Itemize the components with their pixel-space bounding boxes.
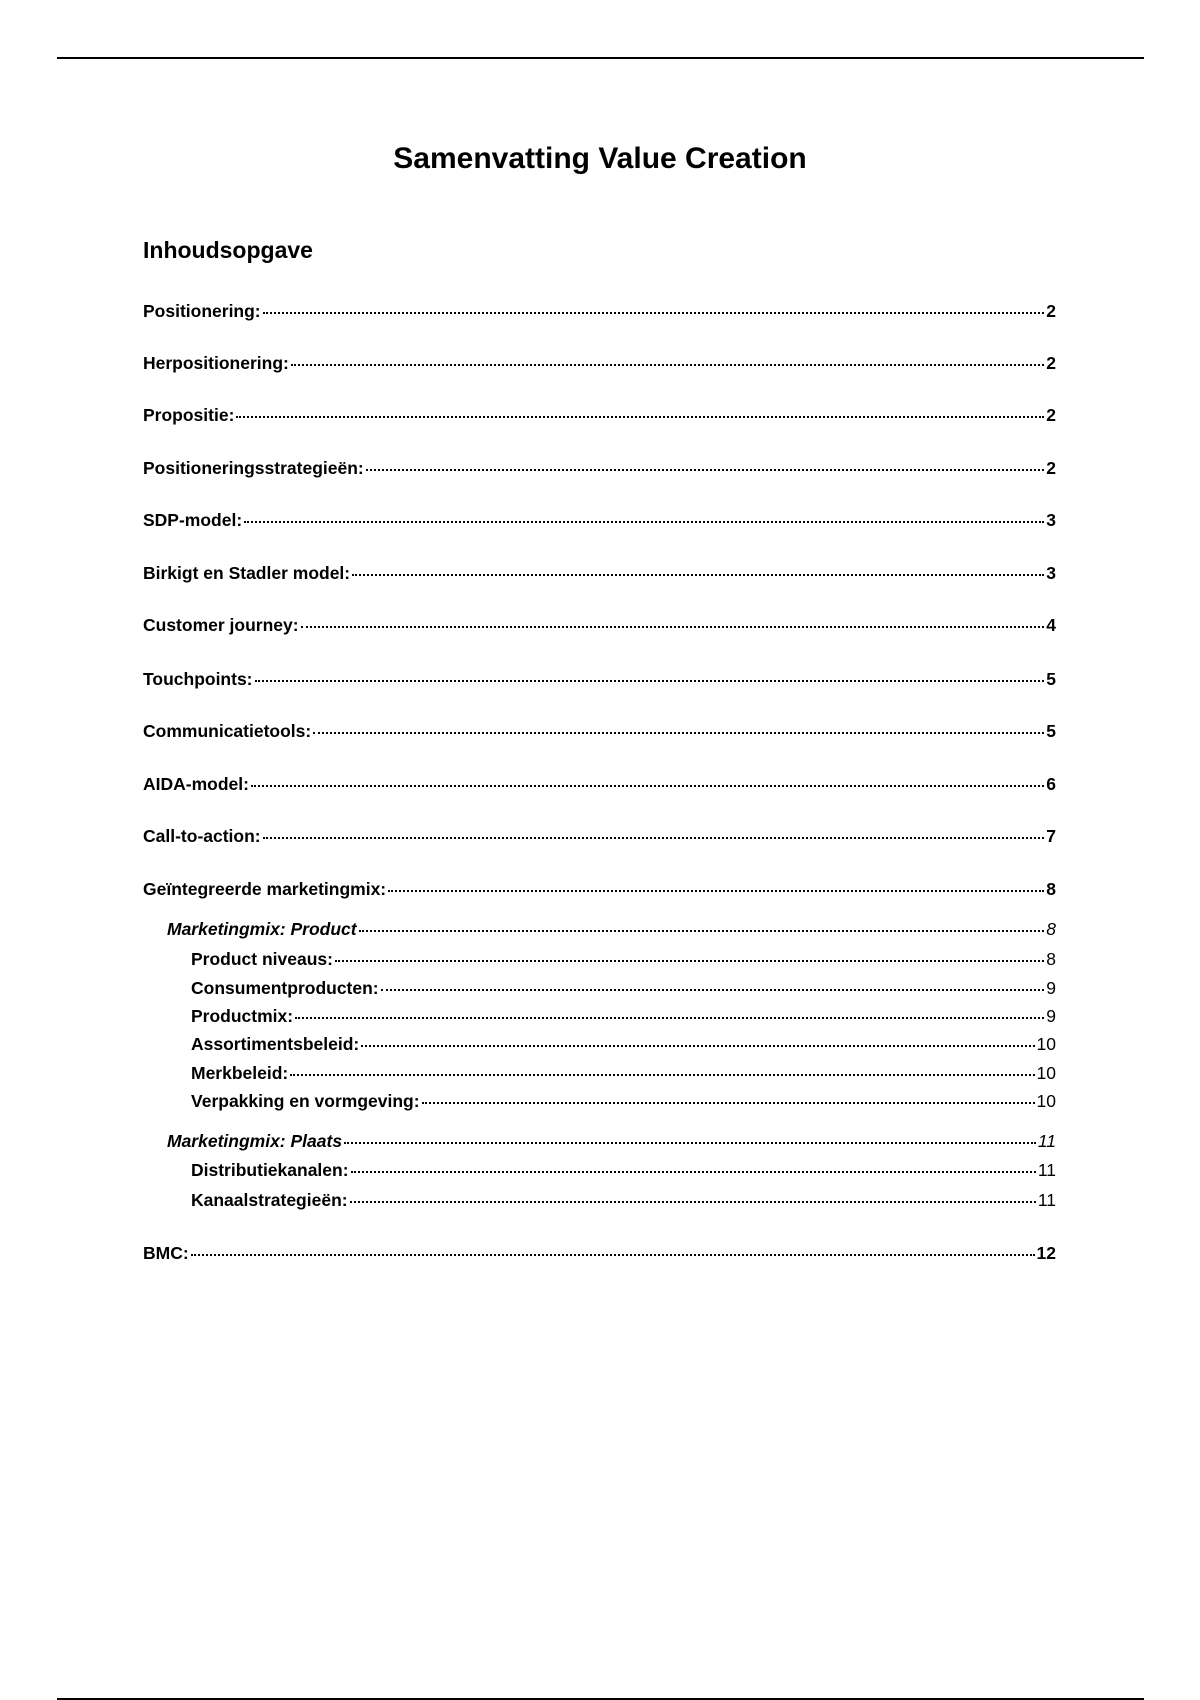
toc-entry-label: Productmix:	[191, 1006, 294, 1026]
toc-entry-label: Distributiekanalen:	[191, 1160, 349, 1180]
toc-entry[interactable]	[191, 1190, 1056, 1211]
toc-entry[interactable]	[191, 1034, 1056, 1055]
toc-entry-page: 6	[1046, 774, 1056, 794]
toc-entry-label: Assortimentsbeleid:	[191, 1034, 360, 1054]
toc-entry-page: 10	[1036, 1063, 1056, 1083]
toc-entry-page: 4	[1046, 615, 1056, 635]
toc-entry-page: 5	[1046, 669, 1056, 689]
toc-entry[interactable]	[143, 879, 1056, 900]
toc-leader	[351, 1171, 1036, 1173]
toc-leader	[352, 574, 1044, 576]
toc-entry[interactable]	[143, 301, 1056, 322]
toc-entry-page: 11	[1037, 1131, 1056, 1151]
toc-leader	[236, 416, 1044, 418]
toc-entry-label: Propositie:	[143, 405, 235, 425]
toc-entry[interactable]	[143, 458, 1056, 479]
header-rule	[57, 57, 1144, 59]
toc-leader	[263, 312, 1045, 314]
toc-entry-label: Positioneringsstrategieën:	[143, 458, 364, 478]
toc-entry-label: AIDA-model:	[143, 774, 249, 794]
toc-leader	[335, 960, 1044, 962]
toc-entry-label: Kanaalstrategieën:	[191, 1190, 348, 1210]
toc-entry-label: Geïntegreerde marketingmix:	[143, 879, 387, 899]
toc-entry[interactable]	[191, 1063, 1056, 1084]
toc-entry-page: 3	[1046, 563, 1056, 583]
toc-entry-page: 2	[1046, 405, 1056, 425]
toc-entry-label: Product niveaus:	[191, 949, 333, 969]
toc-leader	[313, 732, 1044, 734]
toc-leader	[255, 680, 1045, 682]
toc-entry[interactable]	[143, 615, 1056, 636]
toc-entry[interactable]	[191, 1091, 1056, 1112]
toc-entry-label: SDP-model:	[143, 510, 243, 530]
toc-entry-label: Positionering:	[143, 301, 261, 321]
toc-leader	[344, 1142, 1036, 1144]
toc-entry-page: 10	[1036, 1091, 1056, 1111]
toc-entry-page: 8	[1046, 919, 1056, 939]
toc-entry-label: Marketingmix: Product	[167, 919, 357, 939]
toc-entry-page: 2	[1046, 458, 1056, 478]
toc-entry-page: 8	[1046, 879, 1056, 899]
toc-entry[interactable]	[191, 978, 1056, 999]
toc-entry-label: Verpakking en vormgeving:	[191, 1091, 420, 1111]
toc-leader	[295, 1017, 1044, 1019]
toc-entry[interactable]	[191, 949, 1056, 970]
toc-leader	[191, 1254, 1035, 1256]
toc-entry-page: 12	[1036, 1243, 1056, 1263]
toc-entry[interactable]	[143, 405, 1056, 426]
toc-entry-page: 10	[1036, 1034, 1056, 1054]
toc-leader	[388, 890, 1044, 892]
toc-entry-label: Consumentproducten:	[191, 978, 379, 998]
toc-entry[interactable]	[143, 669, 1056, 690]
toc-leader	[263, 837, 1045, 839]
toc-leader	[244, 521, 1044, 523]
toc-leader	[350, 1201, 1036, 1203]
toc-leader	[359, 930, 1045, 932]
toc-entry-page: 8	[1046, 949, 1056, 969]
toc-entry[interactable]	[143, 1243, 1056, 1264]
toc-entry-label: Communicatietools:	[143, 721, 312, 741]
toc-entry[interactable]	[143, 353, 1056, 374]
toc-entry[interactable]	[167, 1131, 1056, 1152]
toc-leader	[381, 989, 1045, 991]
toc-entry-page: 11	[1037, 1160, 1056, 1180]
toc-entry[interactable]	[143, 563, 1056, 584]
toc-entry-page: 7	[1046, 826, 1056, 846]
toc-entry-page: 2	[1046, 353, 1056, 373]
toc-entry-page: 3	[1046, 510, 1056, 530]
toc-leader	[366, 469, 1045, 471]
toc-entry[interactable]	[191, 1006, 1056, 1027]
toc-entry[interactable]	[143, 774, 1056, 795]
toc-leader	[251, 785, 1044, 787]
toc-entry[interactable]	[191, 1160, 1056, 1181]
toc-entry-label: Call-to-action:	[143, 826, 261, 846]
toc-entry-page: 9	[1046, 1006, 1056, 1026]
toc-leader	[361, 1045, 1034, 1047]
toc-entry[interactable]	[143, 721, 1056, 742]
toc-entry-page: 9	[1046, 978, 1056, 998]
toc-entry-page: 5	[1046, 721, 1056, 741]
toc-entry-label: Touchpoints:	[143, 669, 253, 689]
toc-entry-label: Marketingmix: Plaats	[167, 1131, 343, 1151]
toc-leader	[290, 1074, 1034, 1076]
toc-entry-page: 2	[1046, 301, 1056, 321]
toc-entry[interactable]	[143, 510, 1056, 531]
document-title: Samenvatting Value Creation	[393, 142, 807, 175]
toc-entry[interactable]	[143, 826, 1056, 847]
toc-entry-label: Customer journey:	[143, 615, 299, 635]
toc-entry-label: Merkbeleid:	[191, 1063, 289, 1083]
toc-leader	[291, 364, 1044, 366]
toc-entry-page: 11	[1037, 1190, 1056, 1210]
toc-entry-label: Herpositionering:	[143, 353, 289, 373]
toc-entry[interactable]	[167, 919, 1056, 940]
toc-leader	[422, 1102, 1035, 1104]
toc-heading: Inhoudsopgave	[143, 237, 313, 263]
toc-leader	[301, 626, 1045, 628]
toc-entry-label: BMC:	[143, 1243, 189, 1263]
toc-entry-label: Birkigt en Stadler model:	[143, 563, 351, 583]
